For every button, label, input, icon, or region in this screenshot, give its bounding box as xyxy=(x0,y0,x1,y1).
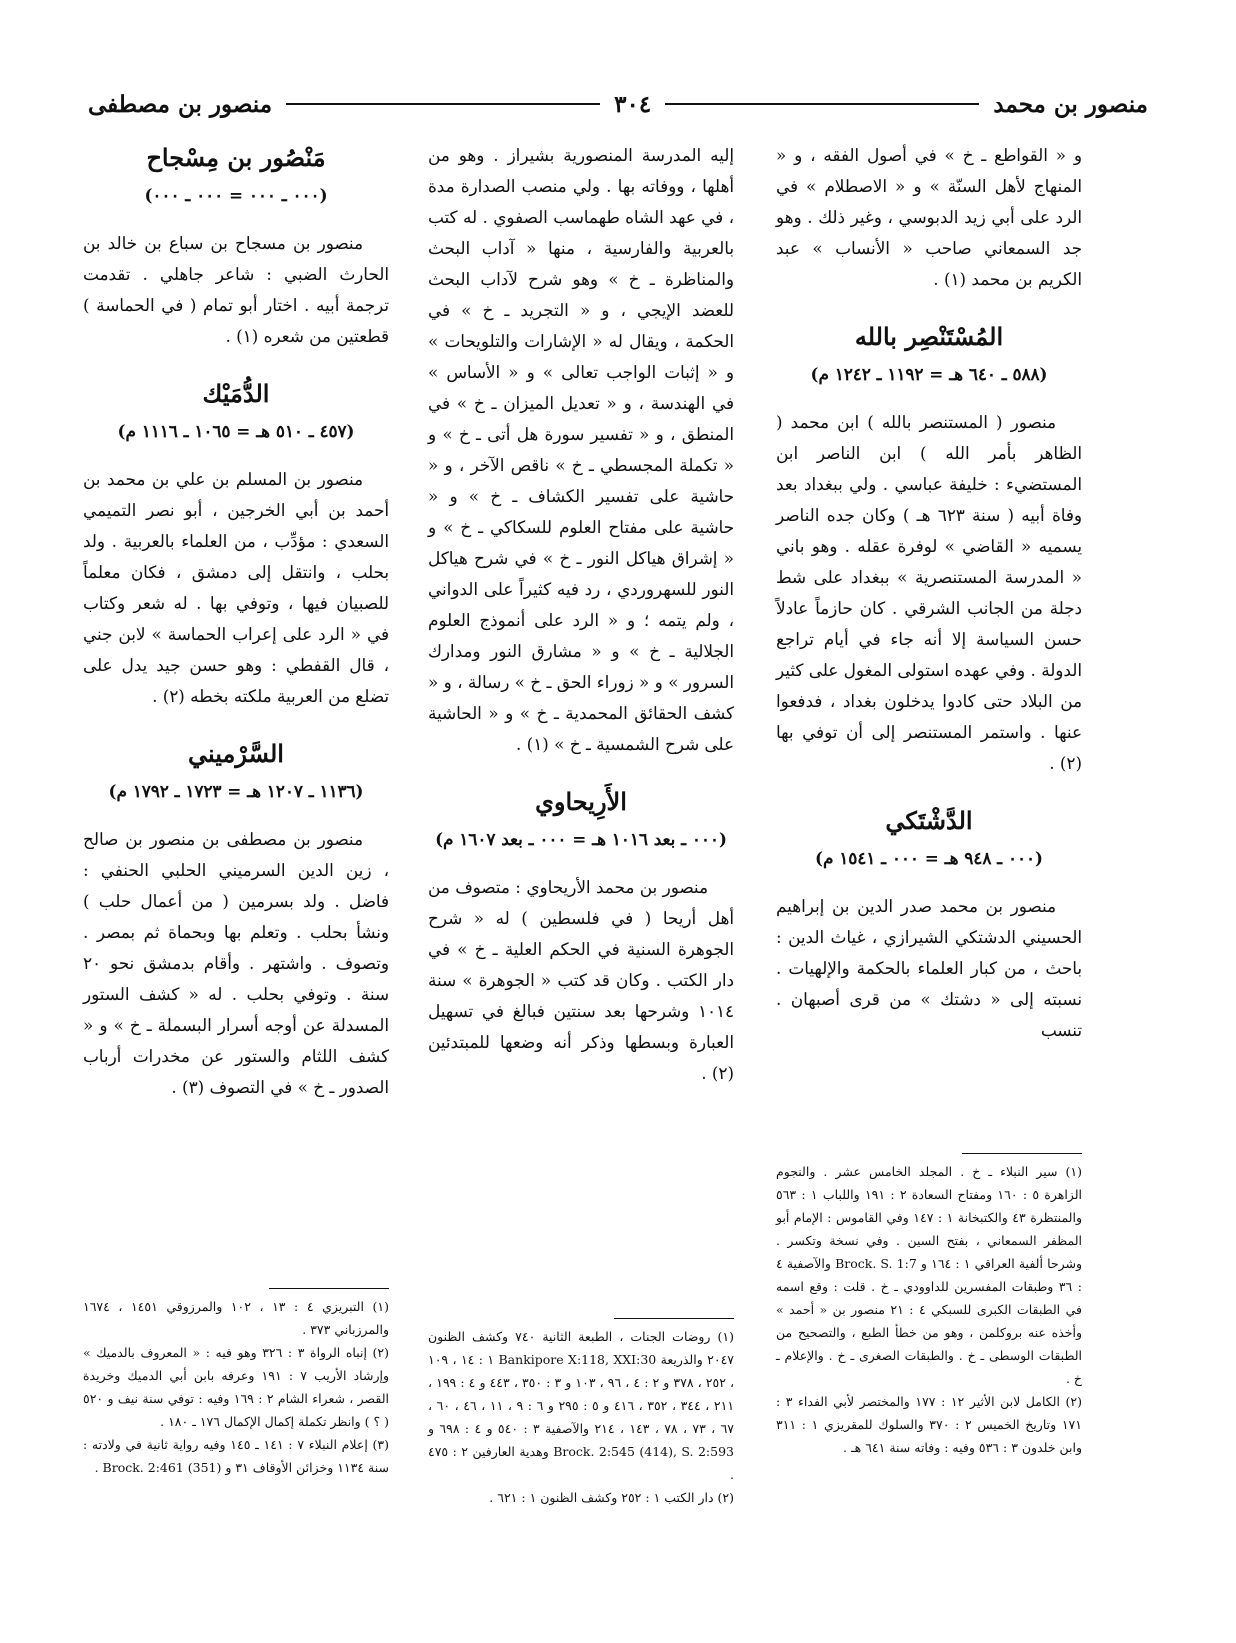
page-number: ٣٠٤ xyxy=(614,90,652,118)
column-left xyxy=(83,140,389,1103)
entry-dates-dashtaki: (٠٠٠ ـ ٩٤٨ هـ = ٠٠٠ ـ ١٥٤١ م) xyxy=(815,848,1043,868)
footnote: (١) روضات الجنات ، الطبعة الثانية ٧٤٠ وكشف الظنون ٢٠٤٧ والذريعة Bankipore X:118, XXI:30 ١ : ١٤ ، ١٠٩ ، ٢٥٢ ، ٣٧٨ و ٢ : ٤ ، ٩٦ ، ١٠٣ و ٣ : ٣٥٠ ، ٤٤٣ و ٤ : ١٩٩ ، ٢١١ ، ٣٤٤ ، ٣٥٢ ، ٤١٦ و ٥ : ٢٩٥ و ٦ : ٩ ، ١١ ، ٤٦ ، ٦٠ ، ٦٧ ، ٧٣ ، ٧٨ ، ١٤٣ ، ٢١٤ والآصفية ٣ : ٥٤٠ و ٤ : ٦٩٨ و Brock. 2:545 (414), S. 2:593 وهدية العارفين ٢ : ٤٧٥ . xyxy=(428,1329,735,1482)
footnote: (٣) إعلام النبلاء ٧ : ١٤١ ـ ١٤٥ وفيه رواية ثانية في ولادته : سنة ١١٣٤ وخزائن الأوقاف ٣١ و Brock. 2:461 (351) . xyxy=(83,1437,390,1475)
entry-title-dashtaki: الدَّشْتَكي xyxy=(885,806,973,835)
running-head-right: منصور بن محمد xyxy=(993,90,1148,118)
running-head-left: منصور بن مصطفى xyxy=(88,90,273,118)
entry-dates-mustansir: (٥٨٨ ـ ٦٤٠ هـ = ١١٩٢ ـ ١٢٤٢ م) xyxy=(810,364,1048,384)
footnote: (١) التبريزي ٤ : ١٣ ، ١٠٢ والمرزوقي ١٤٥١ ، ١٦٧٤ والمرزباني ٣٧٣ . xyxy=(83,1299,389,1337)
footnotes-right xyxy=(776,1153,1082,1459)
footnote: (١) سير النبلاء ـ خ . المجلد الخامس عشر . والنجوم الزاهرة ٥ : ١٦٠ ومفتاح السعادة ٢ : ١٩١ واللباب ١ : ٥٦٣ والمنتظرة ٤٣ والكتبخانة ١ : ١٤٧ وفي القاموس : الإمام أبو المظفر السمعاني ، بفتح السين . وفي نسخة وتكسر . وشرحا ألفية العراقي ١ : ١٦٤ و Brock. S. 1:7 والآصفية ٤ : ٣٦ وطبقات المفسرين للداوودي ـ خ . قلت : وقع اسمه في الطبقات الكبرى للسبكي ٤ : ٢١ منصور بن « أحمد » وأخذه عنه بروكلمن ، وهو من خطأ الطبع ، والتصحيح من الطبقات الوسطى ـ خ . والطبقات الصغرى ـ خ . والإعلام ـ خ . xyxy=(776,1164,1083,1386)
entry-dates-misjah: (٠٠٠ ـ ٠٠٠ = ٠٠٠ ـ ٠٠٠) xyxy=(144,185,328,205)
entry-text-sarmini: منصور بن مصطفى بن منصور بن صالح ، زين الدين السرميني الحلبي الحنفي : فاضل . ولد بسرمين ( من أعمال حلب ) ونشأ بحلب . وتعلم بها وبحماة ثم بمصر . وتصوف . واشتهر . وأقام بدمشق نحو ٢٠ سنة . وتوفي بحلب . له « كشف الستور المسدلة عن أوجه أسرار البسملة ـ خ » و « كشف اللثام والستور عن مخدرات أرباب الصدور ـ خ » في التصوف (٣) . xyxy=(83,829,389,1097)
entry-title-dumayk: الدُّمَيْك xyxy=(202,379,270,408)
entry-dates-arihawi: (٠٠٠ ـ بعد ١٠١٦ هـ = ٠٠٠ ـ بعد ١٦٠٧ م) xyxy=(435,829,727,849)
footnotes-left xyxy=(83,1288,389,1479)
continued-text: و « القواطع ـ خ » في أصول الفقه ، و « المنهاج لأهل السنّة » و « الاصطلام » في الرد على أبي زيد الدبوسي ، وغير ذلك . وهو جد السمعاني صاحب « الأنساب » عبد الكريم بن محمد (١) . xyxy=(776,145,1082,289)
entry-text-dashtaki: منصور بن محمد صدر الدين بن إبراهيم الحسيني الدشتكي الشيرازي ، غياث الدين : باحث ، من كبار العلماء بالحكمة والإلهيات . نسبته إلى « دشتك » من قرى أصبهان . تنسب xyxy=(776,896,1082,1040)
page-header xyxy=(88,84,1148,124)
continued-text: إليه المدرسة المنصورية بشيراز . وهو من أهلها ، ووفاته بها . ولي منصب الصدارة مدة ، في عهد الشاه طهماسب الصفوي . له كتب بالعربية والفارسية ، منها « آداب البحث والمناظرة ـ خ » وهو شرح لآداب البحث للعضد الإيجي ، و « التجريد ـ خ » في الحكمة ، ويقال له « الإشارات والتلويحات » و « إثبات الواجب تعالى » و « الأساس » في الهندسة ، و « تعديل الميزان ـ خ » في المنطق ، و « تفسير سورة هل أتى ـ خ » و « تكملة المجسطي ـ خ » ناقص الآخر ، و « حاشية على تفسير الكشاف ـ خ » و « حاشية على مفتاح العلوم للسكاكي ـ خ » و « إشراق هياكل النور ـ خ » في شرح هياكل النور للسهروردي ، رد فيه كثيراً على الدواني ، ولم يتمه ؛ و « الرد على أنموذج العلوم الجلالية ـ خ » و « مشارق النور ومدارك السرور » و « زوراء الحق ـ خ » رسالة ، و « كشف الحقائق المحمدية ـ خ » و « الحاشية على شرح الشمسية ـ خ » (١) . xyxy=(428,145,734,754)
entry-dates-dumayk: (٤٥٧ ـ ٥١٠ هـ = ١٠٦٥ ـ ١١١٦ م) xyxy=(117,421,355,441)
entry-title-mustansir: المُسْتَنْصِر بالله xyxy=(854,322,1004,351)
entry-text-arihawi: منصور بن محمد الأريحاوي : متصوف من أهل أريحا ( في فلسطين ) له « شرح الجوهرة السنية في الحكم العلية ـ خ » في دار الكتب . وكان قد كتب « الجوهرة » سنة ١٠١٤ وشرحها بعد سنتين فبالغ في تسهيل العبارة وبسطها وذكر أنه وضعها للمبتدئين (٢) . xyxy=(428,877,734,1083)
footnote: (٢) دار الكتب ١ : ٢٥٢ وكشف الظنون ١ : ٦٢١ . xyxy=(489,1490,734,1505)
entry-title-sarmini: السَّرْميني xyxy=(188,739,284,768)
entry-text-mustansir: منصور ( المستنصر بالله ) ابن محمد ( الظاهر بأمر الله ) ابن الناصر ابن المستضيء : خليفة عباسي . ولي ببغداد بعد وفاة أبيه ( سنة ٦٢٣ هـ ) وكان جده الناصر يسميه « القاضي » لوفرة عقله . وهو باني « المدرسة المستنصرية » ببغداد على شط دجلة من الجانب الشرقي . كان حازماً عادلاً حسن السياسة إلا أنه جاء في أيام تراجع الدولة . وفي عهده استولى المغول على كثير من البلاد حتى كادوا يدخلون بغداد ، فدفعوا عنها . واستمر المستنصر إلى أن توفي بها (٢) . xyxy=(776,412,1083,773)
column-middle xyxy=(428,140,734,1089)
entry-dates-sarmini: (١١٣٦ ـ ١٢٠٧ هـ = ١٧٢٣ ـ ١٧٩٢ م) xyxy=(108,781,364,801)
column-right xyxy=(776,140,1082,1046)
footnotes-middle xyxy=(428,1318,734,1509)
entry-title-misjah: مَنْصُور بن مِسْجاح xyxy=(146,143,326,172)
entry-title-arihawi: الأَرِيحاوي xyxy=(535,787,627,816)
header-rule-left xyxy=(286,103,600,105)
entry-text-dumayk: منصور بن المسلم بن علي بن محمد بن أحمد بن أبي الخرجين ، أبو نصر التميمي السعدي : مؤدِّب ، من العلماء بالعربية . ولد بحلب ، وانتقل إلى دمشق ، فكان معلماً للصبيان فيها ، وتوفي بها . له شعر وكتاب في « الرد على إعراب الحماسة » لابن جني ، قال القفطي : وهو حسن جيد يدل على تضلع من العربية ملكته بخطه (٢) . xyxy=(83,469,389,706)
entry-text-misjah: منصور بن مسجاح بن سباع بن خالد بن الحارث الضبي : شاعر جاهلي . تقدمت ترجمة أبيه . اختار أبو تمام ( في الحماسة ) قطعتين من شعره (١) . xyxy=(83,233,389,346)
header-rule-right xyxy=(665,103,979,105)
footnote: (٢) إنباه الرواة ٣ : ٣٢٦ وهو فيه : « المعروف بالدميك » وإرشاد الأريب ٧ : ١٩١ وعرفه بابن أبي الدميك وخريدة القصر ، شعراء الشام ٢ : ١٦٩ وفيه : توفي سنة نيف و ٥٢٠ ( ؟ ) وانظر تكملة إكمال الإكمال ١٧٦ ـ ١٨٠ . xyxy=(83,1345,389,1429)
footnote: (٢) الكامل لابن الأثير ١٢ : ١٧٧ والمختصر لأبي الفداء ٣ : ١٧١ وتاريخ الخميس ٢ : ٣٧٠ والسلوك للمقريزي ١ : ٣١١ وابن خلدون ٣ : ٥٣٦ وفيه : وفاته سنة ٦٤١ هـ . xyxy=(776,1394,1082,1455)
